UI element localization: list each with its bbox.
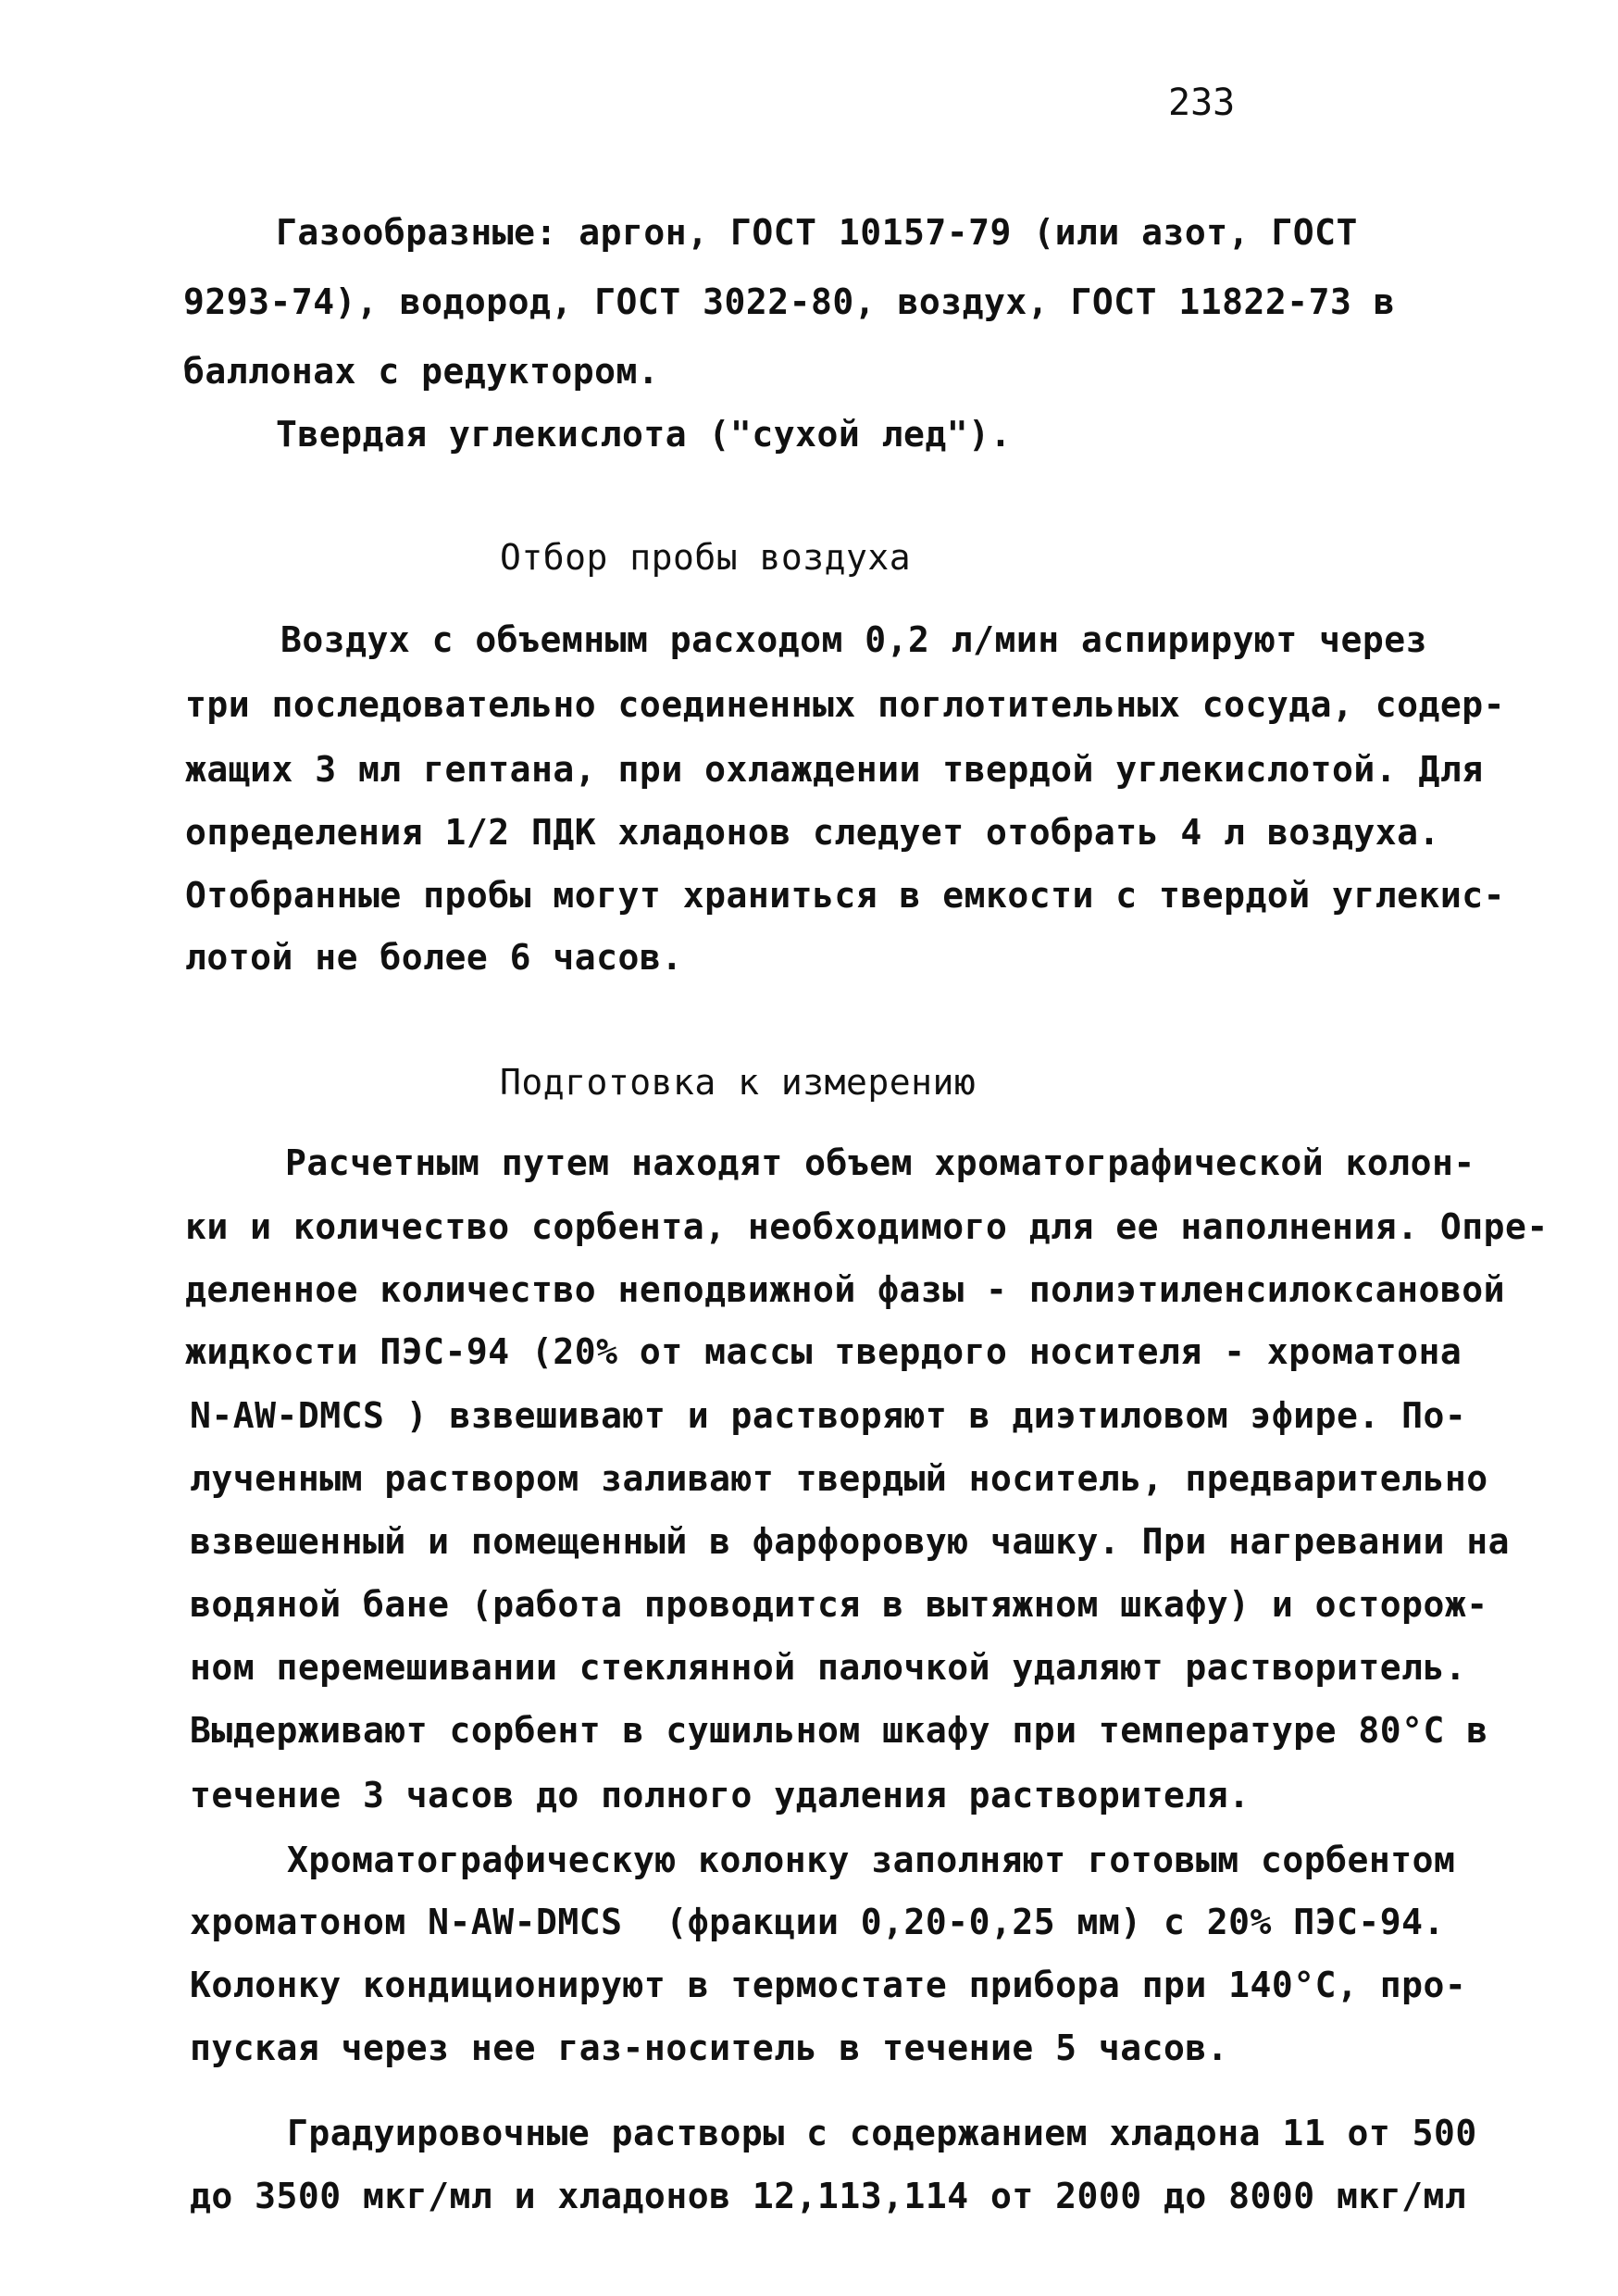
text-line: пуская через нее газ-носитель в течение 5 часов. [190, 2028, 1229, 2068]
text-line: Отобранные пробы могут храниться в емкости с твердой углекис- [185, 875, 1506, 916]
section-heading: Подготовка к измерению [500, 1062, 977, 1103]
text-line: ном перемешивании стеклянной палочкой удаляют растворитель. [190, 1647, 1467, 1688]
text-line: лотой не более 6 часов. [185, 937, 683, 978]
text-line: баллонах с редуктором. [183, 351, 660, 392]
text-line: три последовательно соединенных поглотительных сосуда, содер- [185, 684, 1506, 725]
text-line: Воздух с объемным расходом 0,2 л/мин аспирируют через [280, 619, 1428, 660]
text-line: Хроматографическую колонку заполняют готовым сорбентом [287, 1840, 1456, 1880]
text-line: водяной бане (работа проводится в вытяжном шкафу) и осторож- [190, 1584, 1488, 1625]
text-line: Колонку кондиционируют в термостате прибора при 140°С, про- [190, 1965, 1467, 2005]
text-line: Газообразные: аргон, ГОСТ 10157-79 (или азот, ГОСТ [276, 212, 1358, 253]
text-line: взвешенный и помещенный в фарфоровую чашку. При нагревании на [190, 1521, 1511, 1562]
text-line: 9293-74), водород, ГОСТ 3022-80, воздух, ГОСТ 11822-73 в [183, 281, 1396, 322]
page-number: 233 [1168, 81, 1236, 124]
text-line: определения 1/2 ПДК хладонов следует отобрать 4 л воздуха. [185, 812, 1440, 853]
text-line: хроматоном N-AW-DMCS (фракции 0,20-0,25 мм) с 20% ПЭС-94. [190, 1902, 1445, 1942]
text-line: Градуировочные растворы с содержанием хладона 11 от 500 [287, 2113, 1477, 2153]
text-line: Расчетным путем находят объем хроматографической колон- [285, 1142, 1475, 1183]
text-line: до 3500 мкг/мл и хладонов 12,113,114 от 2000 до 8000 мкг/мл [190, 2176, 1467, 2216]
text-line: жидкости ПЭС-94 (20% от массы твердого носителя - хроматона [185, 1331, 1462, 1372]
section-heading: Отбор пробы воздуха [500, 537, 912, 578]
text-line: течение 3 часов до полного удаления растворителя. [190, 1775, 1251, 1816]
text-line: лученным раствором заливают твердый носитель, предварительно [190, 1458, 1488, 1499]
text-line: Твердая углекислота ("сухой лед"). [276, 414, 1012, 455]
text-line: Выдерживают сорбент в сушильном шкафу при температуре 80°С в [190, 1710, 1488, 1751]
text-line: жащих 3 мл гептана, при охлаждении твердой углекислотой. Для [185, 749, 1484, 790]
text-line: деленное количество неподвижной фазы - полиэтиленсилоксановой [185, 1269, 1506, 1310]
text-line: N-AW-DMCS ) взвешивают и растворяют в диэтиловом эфире. По- [190, 1395, 1467, 1436]
text-line: ки и количество сорбента, необходимого для ее наполнения. Опре- [185, 1206, 1549, 1247]
